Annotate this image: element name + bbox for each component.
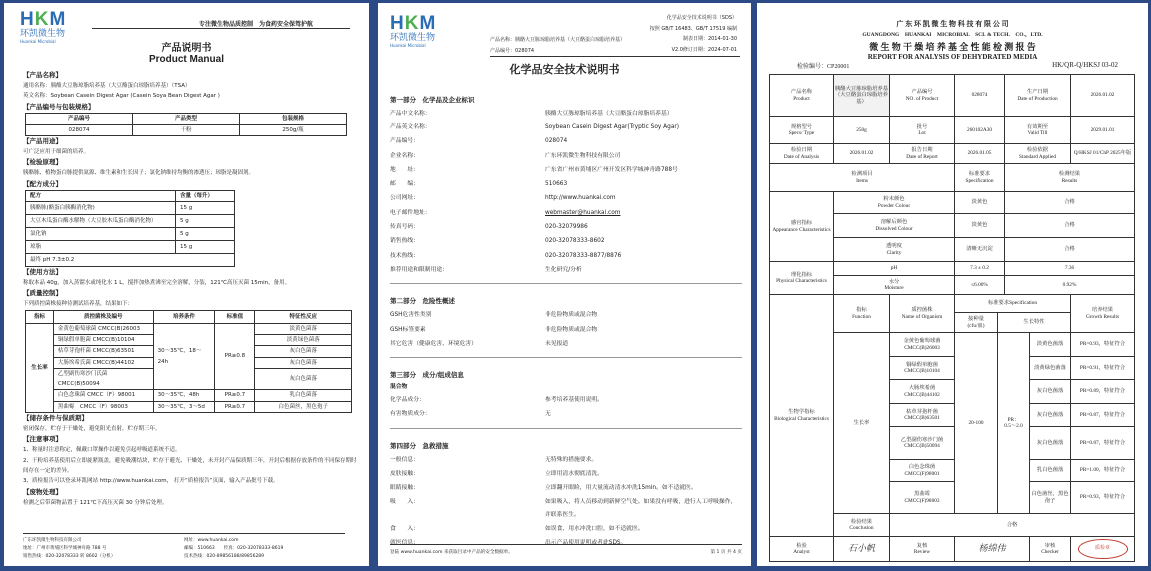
text-line: 称取本品 40g，加入蒸馏水或纯化水 1 L，搅拌加热煮沸至完全溶解，分装，121℃高压灭菌 15min，备用。 [23,280,291,287]
sds-header-info [650,13,737,55]
table-row [770,144,1135,164]
website-link[interactable]: http://www.huankai.com [545,195,616,202]
function-header: 指标 Function [834,295,890,333]
specification: ≤6.00% [955,276,1005,295]
table-row [770,295,1135,313]
growth-result: PR=0.93，特征符合 [1071,482,1135,514]
section-divider [390,357,742,358]
field-label: 传真号码： [390,224,419,231]
column-header: 指标 [26,310,54,323]
result: 0.92% [1005,276,1135,295]
section-heading: 【废物处理】 [23,487,62,496]
culture-condition: 30～35℃，18～24h [153,323,215,390]
spec-header: 标准要求 Specification [955,164,1005,192]
field-value: 非危险物质或混合物 [545,312,598,319]
section-heading: 第四部分 急救措施 [390,441,449,450]
text-line: 密闭保存，贮存于干燥处，避免阳光直射，贮存期三年。 [23,426,161,433]
qc-group: 生长率 [26,323,54,412]
table-row [26,228,235,241]
sds-body [390,93,742,550]
footer-note: 登陆 www.huankai.com 来获取目录中产品的安全数据单。 [390,550,513,555]
table-row [770,117,1135,144]
column-header: 包装规格 [240,113,347,124]
field-label: 地 址： [390,166,419,173]
section-heading: 【产品编号与包装规格】 [23,102,95,111]
growth-characteristic: 乳白色菌落 [1030,460,1071,482]
logo-cn: 环凯微生物 [20,29,66,39]
organism: 金黄色葡萄球菌 CMCC(B)26003 [890,333,955,357]
field-value: 无特殊的措施要求。 [545,456,598,463]
field-value: 028074 [545,138,568,145]
spec: 250g [834,117,890,144]
review-signature: 杨绵伟 [955,537,1030,562]
product-manual-page [4,3,369,566]
growth-result: PR=0.93，特征符合 [1071,333,1135,357]
footer-left [23,537,184,561]
specification: 淡黄色 [955,214,1005,238]
table-row [26,390,352,401]
reaction: 灰白色菌落 [255,346,352,357]
label-product-no: 产品编号 NO. of Product [890,75,955,117]
field-label: 电子邮件地址： [390,209,431,216]
appearance-label: 感官指标 Appearance Characteristics [770,192,834,262]
company-logo [390,15,460,48]
section-heading: 【检验原理】 [23,158,62,167]
field-row [390,134,742,148]
review-label: 复核 Review [890,537,955,562]
section-heading: 【注意事项】 [23,435,62,444]
label-standard: 检验依据 Standard Applied [1005,144,1071,164]
table-header-row [26,113,347,124]
field-row [390,453,742,467]
field-label: 产品编号： [390,138,419,145]
footer-line: 广东环凯微生物科技有限公司 [23,538,82,543]
field-label: 产品英文名称： [390,124,431,131]
footer-line: 销售热线：020-32078333 转 8602（分机） [23,554,116,559]
growth-result: PR=0.91，特征符合 [1071,357,1135,380]
ingredient: 氯化钠 [26,228,176,241]
checker-label: 审核 Checker [1030,537,1071,562]
growth-characteristic: 淡黄绿色菌落 [1030,357,1071,380]
table-row [770,262,1135,276]
field-value: 胰酪大豆胨琼脂培养基（大豆酪蛋白琼脂培养基） [545,111,673,117]
header-line: 产品名称：胰酪大豆胨琼脂培养基（大豆酪蛋白琼脂培养基） [490,37,626,43]
field-value: 广东省广州市黄埔区广州开发区科学城神舟路788号 [545,166,678,173]
organism: 乙型副伤寒沙门菌CMCC(B)50094 [890,427,955,460]
specification: 清晰无沉淀 [955,238,1005,262]
page-title-en: Product Manual [148,54,224,65]
field-value: 020-32079986 [545,224,588,231]
section-divider [390,283,742,284]
result: 7.36 [1005,262,1135,276]
sds-product-info [490,35,625,56]
sds-page [378,3,751,566]
growth-result: PR=0.87，特征符合 [1071,404,1135,427]
field-label: 企业名称： [390,152,419,159]
label-lot: 批号 Lot [890,117,955,144]
text-line: 1、称量时注意称定，佩戴口罩操作以避免引起呼吸道系统不适。 [23,447,181,454]
label-report-date: 报告日期 Date of Report [890,144,955,164]
conclusion: 合格 [890,514,1135,537]
table-header-row [26,190,235,201]
section-heading: 【质量控制】 [23,289,62,298]
growth-characteristic: 淡黄色菌落 [1030,333,1071,357]
standard: Q/HKSJ 01/ChP 2025年版 [1071,144,1135,164]
field-label: 邮 编： [390,181,419,188]
header-line: 产品编号：028074 [490,47,535,54]
quality-control-table [25,310,352,413]
subsection-heading: 混合物 [390,384,408,391]
logo-mark: HKM [20,9,67,30]
footer-line: 技术热线：020-89856188/89856289 [184,554,265,559]
reaction: 淡黄绿色菌落 [255,334,352,345]
analyst-signature: 石小帆 [834,537,890,562]
field-row [390,177,742,191]
header-divider [92,28,350,29]
field-value: 立即翻开眼睑，用大量流动清水冲洗15min。如不适就医。 [545,485,697,492]
ingredient: 琼脂 [26,241,176,254]
report-table [769,74,1135,562]
table-row [770,537,1135,562]
culture-condition: 30～35℃，3～5d [153,401,215,412]
field-label: 产品中文名称： [390,111,431,117]
item: 溶解后颜色 Dissolved Colour [834,214,955,238]
product-no: 028074 [955,75,1005,117]
item: 粉末颜色 Powder Colour [834,192,955,214]
section-heading: 【配方成分】 [23,179,62,188]
field-label: 食 入： [390,525,419,532]
field-label: 公司网址： [390,195,419,202]
section-heading: 第三部分 成分/组成信息 [390,371,464,380]
column-header: 标准值 [215,310,255,323]
specification: 7.3 ± 0.2 [955,262,1005,276]
field-value: 510663 [545,181,568,188]
stamp-cell [1071,537,1135,562]
biological-label: 生物学指标 Biological Characteristics [770,295,834,537]
label-analysis-date: 检验日期 Date of Analysis [770,144,834,164]
valid-till: 2029.01.01 [1071,117,1135,144]
inoculum-header: 接种量 (cfu/皿) [955,313,998,333]
section-heading: 【产品用途】 [23,137,62,146]
field-row [390,337,742,351]
logo-en: Huankai Microbial [20,39,56,44]
ingredient: 胰酪胨(酪蛋白胰酶消化物) [26,202,176,215]
logo-en: Huankai Microbial [390,43,426,48]
growth-result: PR=1.00，特征符合 [1071,460,1135,482]
field-row [390,481,742,495]
table-header-row [26,310,352,323]
column-header: 质控菌株及编号 [53,310,153,323]
strain: 黑曲霉 CMCC（F）98003 [53,401,153,412]
field-label: GSH危害性类别 [390,312,432,319]
report-date: 2026.01.05 [955,144,1005,164]
section-heading: 【产品名称】 [23,71,62,79]
field-label: 皮肤接触： [390,471,419,478]
field-label: 化学品成分： [390,397,425,404]
field-label: 一般信息： [390,456,419,463]
company-stamp: 质检章 [1078,539,1128,559]
items-header: 检测项目 Items [770,164,955,192]
table-row [770,164,1135,192]
physical-label: 理化指标 Physical Characteristics [770,262,834,295]
analyst-label: 检验 Analyst [770,537,834,562]
field-row [390,220,742,234]
result: 合格 [1005,192,1135,214]
field-row [390,163,742,177]
footer-line: 地址：广州市黄埔区科学城神舟路 788 号 [23,546,107,551]
pr-range: PR： 0.5～2.0 [998,333,1030,514]
field-value: 出示产品使用说明或者此SDS。 [545,539,627,546]
table-row [26,202,235,215]
field-row [390,522,742,536]
page-title: 产品说明书 [161,43,212,54]
final-ph: 最终 pH 7.3±0.2 [26,254,235,267]
item: 透明度 Clarity [834,238,955,262]
text-line: 3、质检报告可以登录环凯网站 http://www.huankai.com， 打开“质检报告”页面，输入产品批号下载。 [23,478,279,485]
label-product: 产品名称 Product [770,75,834,117]
culture-condition: 30～35℃，48h [153,390,215,401]
table-row [26,401,352,412]
amount: 5 g [176,215,235,228]
standard-value: PR≥0.8 [215,323,255,390]
field-label: 推荐用途和限制用途： [390,266,448,273]
field-value: 如误食，用水冲洗口腔，如不适就医。 [545,525,644,532]
bio-function: 生长率 [834,333,890,514]
field-row [390,407,742,421]
organism: 大肠埃希菌 CMCC(B)44102 [890,380,955,404]
item: pH [834,262,955,276]
text-line: 下列质控菌株接种待测试培养基，结果如下： [23,301,134,308]
ingredient: 大豆木瓜蛋白酶水解物（大豆胶木瓜蛋白酶消化物） [26,215,176,228]
logo-cn: 环凯微生物 [390,33,436,43]
header-line: V2.0修订日期：2024-07-01 [671,46,737,53]
growth-characteristic: 灰白色菌落 [1030,427,1071,460]
conclusion-label: 检验结果 Conclusion [834,514,890,537]
specification: 淡黄色 [955,192,1005,214]
bio-spec-header: 标准要求Specification [955,295,1071,313]
field-row [390,191,742,205]
strain: 乙型副伤寒沙门氏菌 CMCC(B)50094 [53,368,153,390]
reaction: 灰白色菌落 [255,368,352,390]
reaction: 淡黄色菌落 [255,323,352,334]
column-header: 培养条件 [153,310,215,323]
manual-footer [23,533,345,561]
field-value: 020-32078333-8877/8876 [545,252,622,259]
organism: 枯草芽孢杆菌 CMCC(B)63501 [890,404,955,427]
formula-table [25,190,235,267]
table-cell: 干粉 [133,124,240,135]
footer-line: 邮编：510663 传真：020-32078333-8619 [184,546,284,551]
column-header: 产品编号 [26,113,133,124]
reaction: 乳白色菌落 [255,390,352,401]
field-value: 020-32078333-8602 [545,238,605,245]
sds-footer [390,544,742,555]
field-row [390,149,742,163]
table-row [26,124,347,135]
section-heading: 第二部分 危险性概述 [390,297,455,306]
header-line: 按照 GB/T 16483、GB/T 17519 编制 [649,25,737,32]
field-label: 其它危害（健康危害、环境危害） [390,340,477,347]
standard-value: PR≥0.7 [215,401,255,412]
field-label: 吸 入： [390,498,419,505]
field-label: 眼睛接触： [390,485,419,492]
table-row [26,215,235,228]
result: 合格 [1005,238,1135,262]
strain: 铜绿假单胞菌 CMCC(B)10104 [53,334,153,345]
strain: 枯草芽孢杆菌 CMCC(B)63501 [53,346,153,357]
label-production-date: 生产日期 Date of Production [1005,75,1071,117]
logo-mark: HKM [390,13,437,34]
field-row [390,107,742,121]
text-line: 胰酪胨、植物蛋白胨提供氮源、维生素和生长因子；氯化钠维持均衡的渗透压；琼脂是凝固剂。 [23,170,255,177]
strain: 大肠埃希氏菌 CMCC(B)44102 [53,357,153,368]
report-number: 检验编号：CP20001 [797,64,850,70]
field-value: 无 [545,411,551,418]
field-value: 非危险物质或混合物 [545,326,598,333]
column-header: 特征性反应 [255,310,352,323]
organism: 黑曲霉 CMCC(F)98003 [890,482,955,514]
section-heading: 【使用方法】 [23,268,62,277]
text-line: 通用名称：胰酪大豆胨琼脂培养基（大豆酪蛋白琼脂培养基）（TSA） [23,83,191,89]
company-name-en: GUANGDONG HUANKAI MICROBIAL SCI. & TECH. CO.，LTD. [862,32,1043,38]
field-row [390,308,742,322]
table-row [26,323,352,334]
growth-result: PR=0.87，特征符合 [1071,427,1135,460]
product-name: 胰酪大豆胨琼脂培养基（大豆酪蛋白琼脂培养基） [834,75,890,117]
organism-header: 质控菌株 Name of Organism [890,295,955,333]
field-row [390,467,742,481]
results-header: 检测结果 Results [1005,164,1135,192]
column-header: 产品类型 [133,113,240,124]
company-name-cn: 广 东 环 凯 微 生 物 科 技 有 限 公 司 [896,20,1009,28]
field-label: GSH标签要素 [390,326,426,333]
field-row [390,121,742,134]
email-link[interactable]: webmaster@huankai.com [545,209,621,216]
lot: 260102A30 [955,117,1005,144]
field-row [390,206,742,220]
reaction: 灰白色菌落 [255,357,352,368]
page-number: 第 1 页 共 4 页 [710,550,742,555]
production-date: 2026.01.02 [1071,75,1135,117]
slogan: 专注微生物品质控制 为食药安全保驾护航 [199,21,314,28]
item: 水分 Moisture [834,276,955,295]
text-line: 2、干粉培养基使用后立即旋紧瓶盖，避免吸潮结块，贮存于避光、干燥处，未开封产品保质期三年，开封后根据存放条件的不同保存期时间存在一定的差异。 [23,457,357,474]
section-heading: 【储存条件与保质期】 [23,414,88,423]
standard-value: PR≥0.7 [215,390,255,401]
strain: 白色念珠菌 CMCC（F）98001 [53,390,153,401]
field-value: 广东环凯微生物科技有限公司 [545,152,621,159]
analysis-date: 2026.01.02 [834,144,890,164]
field-row [390,323,742,337]
organism: 白色念珠菌 CMCC(F)98001 [890,460,955,482]
header-line: 化学品安全技术说明书（SDS） [666,15,737,21]
text-line: 英文名称：Soybean Casein Digest Agar (Casein Soya Bean Digest Agar ) [23,93,220,100]
field-value: 参考培养基使用说明。 [545,397,603,404]
field-row [390,496,742,522]
page-title: 化学品安全技术说明书 [509,63,620,76]
footer-right [184,537,345,561]
field-value: 如果吸入，将人员移动到新鲜空气处。如果没有呼吸，进行人工呼吸操作，并联系医生。 [545,498,737,518]
analysis-report-page [757,3,1148,566]
strain: 金黄色葡萄球菌 CMCC(B)26003 [53,323,153,334]
field-value: 未见报道 [545,340,569,347]
table-row [26,241,235,254]
report-title-en: REPORT FOR ANALYSIS OF DEHYDRATED MEDIA [867,53,1038,61]
field-row [390,393,742,407]
growth-characteristic: 灰白色菌落 [1030,380,1071,404]
manual-body [23,70,359,508]
table-row [26,254,235,267]
column-header: 含量（每升） [176,190,235,201]
inoculum: 20-100 [955,333,998,514]
label-spec: 规格型号 Specs/ Type [770,117,834,144]
table-cell: 250g/瓶 [240,124,347,135]
table-row [770,192,1135,214]
product-spec-table [25,113,347,137]
text-line: 检测之后带菌物品置于 121℃下高压灭菌 30 分钟后处理。 [23,499,168,506]
field-label: 技术热线： [390,252,419,259]
header-line: 制表日期：2014-01-30 [682,36,737,42]
text-line: 可广泛应用于细菌的培养。 [23,149,90,156]
field-row [390,234,742,248]
header-divider [490,56,740,57]
field-row [390,249,742,263]
field-value: 生化研究/分析 [545,266,582,273]
result: 合格 [1005,214,1135,238]
field-value: Soybean Casein Digest Agar(Tryptic Soy Agar) [545,124,680,131]
growth-result: PR=0.89，特征符合 [1071,380,1135,404]
table-row [770,75,1135,117]
reaction: 白色菌丝，黑色孢子 [255,401,352,412]
table-cell: 028074 [26,124,133,135]
column-header: 配方 [26,190,176,201]
field-value: 立即用清水彻底清洗。 [545,471,603,478]
report-title-cn: 微 生 物 干 燥 培 养 基 全 性 能 检 测 报 告 [869,42,1036,52]
amount: 15 g [176,241,235,254]
growth-characteristic: 灰白色菌落 [1030,404,1071,427]
field-label: 就医信息： [390,539,419,546]
growth-characteristic: 白色菌丝，黑色孢子 [1030,482,1071,514]
section-divider [390,428,742,429]
amount: 15 g [176,202,235,215]
growth-characteristics-header: 生长特性 [998,313,1071,333]
field-label: 有害物质成分： [390,411,431,418]
organism: 铜绿假单胞菌 CMCC(B)10104 [890,357,955,380]
amount: 5 g [176,228,235,241]
footer-line: 网址：www.huankai.com [184,538,239,543]
field-row [390,263,742,277]
form-number: HK/QR-Q/HKSJ 03-02 [1052,61,1118,69]
label-valid-till: 有效期至 Valid Till [1005,117,1071,144]
field-label: 销售热线： [390,238,419,245]
growth-results-header: 培养结果 Growth Results [1071,295,1135,333]
section-heading: 第一部分 化学品及企业标识 [390,96,475,104]
